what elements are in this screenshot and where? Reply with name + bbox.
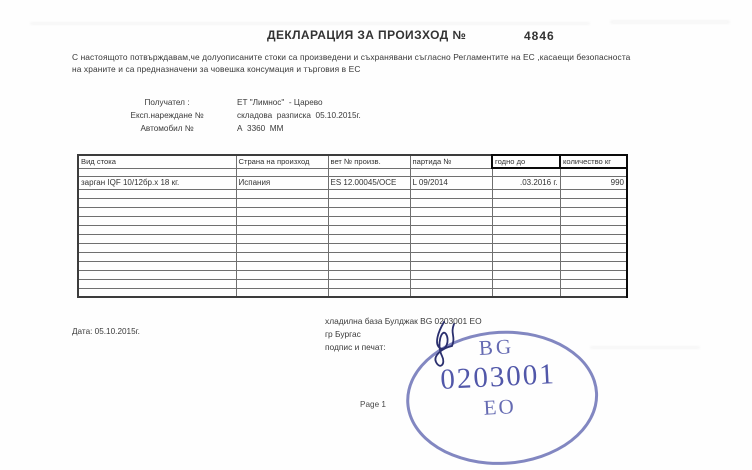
table-cell (236, 225, 328, 234)
table-cell (328, 189, 410, 198)
table-cell (410, 261, 492, 270)
table-cell (236, 216, 328, 225)
products-table-body (78, 168, 627, 297)
vehicle-value: А 3360 ММ (237, 124, 284, 133)
column-header-4: партида № (410, 155, 492, 168)
table-cell (560, 252, 627, 261)
table-cell (78, 261, 236, 270)
page-number: Page 1 (360, 400, 386, 409)
empty-row (78, 168, 627, 176)
table-cell (78, 288, 236, 297)
table-cell (492, 225, 560, 234)
table-cell (560, 168, 627, 176)
table-cell (492, 198, 560, 207)
empty-row (78, 216, 627, 225)
table-cell (410, 234, 492, 243)
stamp-country-code: BG (478, 334, 515, 360)
table-cell (236, 189, 328, 198)
table-cell (560, 234, 627, 243)
column-header-2: Страна на произход (236, 155, 328, 168)
empty-row (78, 234, 627, 243)
table-cell (410, 252, 492, 261)
table-cell (410, 279, 492, 288)
empty-row (78, 198, 627, 207)
stamp-approval-number: 0203001 (439, 358, 557, 397)
empty-row (78, 252, 627, 261)
table-cell (492, 234, 560, 243)
table-cell (328, 252, 410, 261)
meta-row-order (112, 111, 532, 124)
recipient-value: ЕТ "Лимнос" - Царево (237, 98, 323, 107)
table-cell (492, 288, 560, 297)
scan-noise-band (590, 346, 700, 349)
table-cell (78, 216, 236, 225)
table-cell (410, 189, 492, 198)
statement-line-1: С настоящото потвърждавам,че долуописаните стоки са произведени и съхранявани съгласно Регламентите на ЕС ,касаещи безопасноста (72, 52, 631, 62)
column-header-5: годно до (492, 155, 560, 168)
table-cell (560, 216, 627, 225)
signature-label: подпис и печат: (325, 342, 386, 352)
table-cell (492, 270, 560, 279)
table-cell (492, 216, 560, 225)
table-cell (410, 243, 492, 252)
table-cell (492, 189, 560, 198)
table-cell (78, 243, 236, 252)
table-cell (78, 189, 236, 198)
table-cell (492, 243, 560, 252)
table-cell (560, 279, 627, 288)
table-cell (410, 270, 492, 279)
table-cell (78, 252, 236, 261)
table-cell: .03.2016 г. (492, 176, 560, 189)
document-title: ДЕКЛАРАЦИЯ ЗА ПРОИЗХОД № (267, 28, 467, 42)
empty-row (78, 288, 627, 297)
meta-row-vehicle (112, 124, 532, 137)
table-cell (328, 198, 410, 207)
table-cell (560, 225, 627, 234)
document-number: 4846 (524, 29, 555, 43)
facility-city: гр Бургас (325, 329, 361, 339)
column-header-6: количество кг (560, 155, 627, 168)
table-cell (560, 207, 627, 216)
handwritten-signature (416, 318, 476, 380)
table-cell (328, 207, 410, 216)
statement-line-2: на храните и са предназначени за човешка консумация и търговия в ЕС (72, 63, 361, 74)
table-cell: зарган IQF 10/12бр.х 18 кг. (78, 176, 236, 189)
table-cell (78, 234, 236, 243)
table-cell (492, 207, 560, 216)
product-row (78, 176, 627, 189)
order-value: складова разписка 05.10.2015г. (237, 111, 361, 120)
table-cell (236, 207, 328, 216)
table-cell (78, 207, 236, 216)
table-cell (328, 225, 410, 234)
table-cell (78, 270, 236, 279)
table-cell (560, 270, 627, 279)
empty-row (78, 225, 627, 234)
table-cell (560, 288, 627, 297)
table-cell (410, 225, 492, 234)
table-cell (328, 243, 410, 252)
table-cell (492, 279, 560, 288)
table-cell (328, 234, 410, 243)
table-cell (328, 168, 410, 176)
table-cell (328, 288, 410, 297)
table-cell (560, 261, 627, 270)
table-cell (78, 168, 236, 176)
table-cell (410, 216, 492, 225)
table-cell (410, 207, 492, 216)
table-cell (410, 288, 492, 297)
scan-noise-band (30, 22, 590, 25)
table-cell: L 09/2014 (410, 176, 492, 189)
table-cell (410, 168, 492, 176)
declaration-statement (72, 52, 692, 75)
empty-row (78, 207, 627, 216)
stamp-eo-label: ЕО (483, 394, 517, 420)
table-cell (492, 261, 560, 270)
table-cell (560, 189, 627, 198)
table-cell (236, 261, 328, 270)
table-cell (328, 216, 410, 225)
table-cell (328, 279, 410, 288)
products-table (77, 154, 628, 298)
products-table-container (77, 154, 628, 298)
table-cell (78, 279, 236, 288)
empty-row (78, 261, 627, 270)
shipment-meta (112, 98, 532, 137)
table-cell: ES 12.00045/OCE (328, 176, 410, 189)
table-cell (78, 198, 236, 207)
column-header-3: вет № произв. (328, 155, 410, 168)
table-cell: 990 (560, 176, 627, 189)
table-cell (236, 234, 328, 243)
table-cell (328, 261, 410, 270)
table-cell (560, 243, 627, 252)
facility-name: хладилна база Булджак BG 0203001 ЕО (325, 316, 482, 326)
products-table-header (78, 155, 627, 168)
meta-row-recipient (112, 98, 532, 111)
table-cell (236, 168, 328, 176)
empty-row (78, 279, 627, 288)
table-cell (236, 288, 328, 297)
table-cell (560, 198, 627, 207)
table-cell (492, 168, 560, 176)
table-cell (236, 252, 328, 261)
scan-noise-band (610, 20, 730, 24)
table-cell (236, 198, 328, 207)
vehicle-label: Автомобил № (140, 124, 194, 133)
table-cell: Испания (236, 176, 328, 189)
empty-row (78, 189, 627, 198)
table-cell (78, 225, 236, 234)
table-cell (236, 279, 328, 288)
table-cell (236, 243, 328, 252)
table-cell (328, 270, 410, 279)
table-cell (492, 252, 560, 261)
recipient-label: Получател : (144, 98, 190, 107)
column-header-1: Вид стока (78, 155, 236, 168)
table-cell (410, 198, 492, 207)
table-cell (236, 270, 328, 279)
order-label: Експ.нареждане № (130, 111, 204, 120)
empty-row (78, 243, 627, 252)
date-line: Дата: 05.10.2015г. (72, 327, 140, 336)
empty-row (78, 270, 627, 279)
